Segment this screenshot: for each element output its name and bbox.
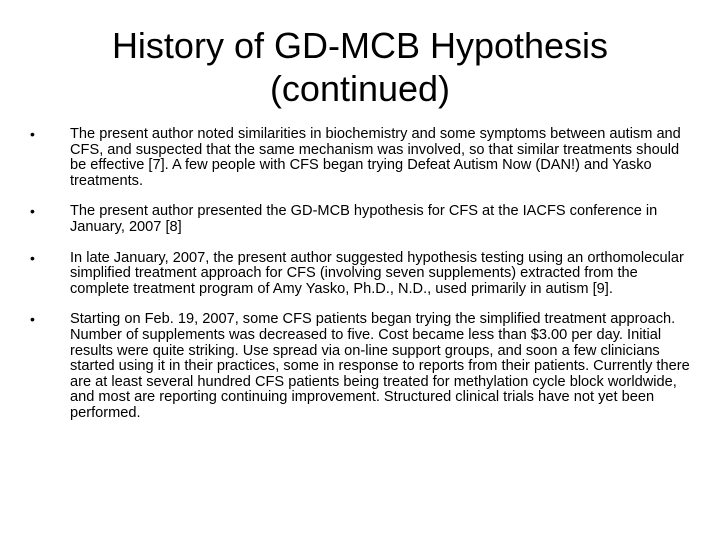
bullet-item-3	[30, 251, 690, 298]
slide-title-line-1: History of GD-MCB Hypothesis	[111, 25, 609, 66]
bullet-icon: •	[30, 203, 35, 220]
bullet-text: The present author presented the GD-MCB hypothesis for CFS at the IACFS conference in January, 2007 [8]	[70, 203, 658, 235]
bullet-icon: •	[30, 126, 35, 142]
bullet-icon: •	[30, 311, 35, 328]
bullet-text: Starting on Feb. 19, 2007, some CFS patients began trying the simplified treatment approach. Number of supplements was decreased to five. Cost became less than $3.00 per day. Initial results were quite striking. Use spread via on-line support groups, and soon a few clinicians started using it in their practices, some in response to reports from their patients. Currently there are at least several hundred CFS patients being treated for methylation cycle block worldwide, and most are reporting continuing improvement. Structured clinical trials have not yet been performed.	[70, 311, 690, 421]
bullet-text: In late January, 2007, the present author suggested hypothesis testing using an orthomolecular simplified treatment approach for CFS (involving seven supplements) extracted from the complete treatment program of Amy Yasko, Ph.D., N.D., used primarily in autism [9].	[70, 249, 684, 297]
bullet-item-4	[30, 312, 690, 421]
bullet-icon: •	[30, 249, 35, 266]
slide-title	[60, 24, 660, 110]
bullet-text: The present author noted similarities in biochemistry and some symptoms between autism and CFS, and suspected that the same mechanism was involved, so that similar treatments should be effective [7]. A few people with CFS began trying Defeat Autism Now (DAN!) and Yasko treatments.	[70, 126, 681, 189]
bullet-list	[30, 127, 690, 437]
slide-title-line-2: (continued)	[269, 68, 451, 109]
bullet-item-2	[30, 204, 690, 235]
bullet-item-1	[30, 127, 690, 189]
